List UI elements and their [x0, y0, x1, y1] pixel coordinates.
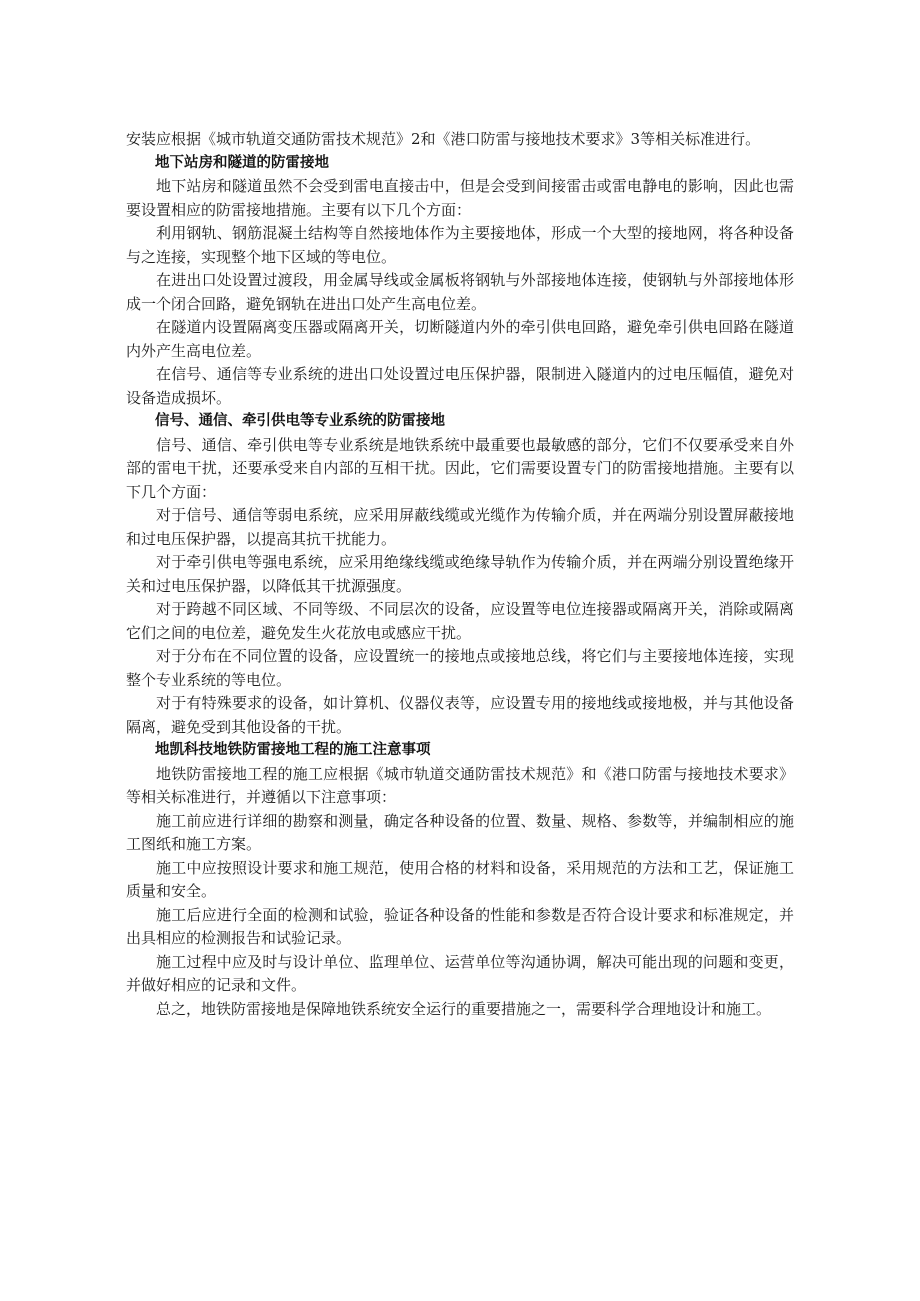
- paragraph: 在信号、通信等专业系统的进出口处设置过电压保护器，限制进入隧道内的过电压幅值，避免对设备造成损坏。: [126, 365, 794, 407]
- paragraph: 施工过程中应及时与设计单位、监理单位、运营单位等沟通协调，解决可能出现的问题和变更，并做好相应的记录和文件。: [126, 952, 794, 994]
- document-body: [126, 128, 794, 1021]
- paragraph: 对于信号、通信等弱电系统，应采用屏蔽线缆或光缆作为传输介质，并在两端分别设置屏蔽接地和过电压保护器，以提高其抗干扰能力。: [126, 506, 794, 548]
- paragraph: 对于牵引供电等强电系统，应采用绝缘线缆或绝缘导轨作为传输介质，并在两端分别设置绝缘开关和过电压保护器，以降低其干扰源强度。: [126, 553, 794, 595]
- paragraph: 在隧道内设置隔离变压器或隔离开关，切断隧道内外的牵引供电回路，避免牵引供电回路在隧道内外产生高电位差。: [126, 318, 794, 360]
- paragraph: 对于分布在不同位置的设备，应设置统一的接地点或接地总线，将它们与主要接地体连接，实现整个专业系统的等电位。: [126, 647, 794, 689]
- intro-paragraph: 安装应根据《城市轨道交通防雷技术规范》2和《港口防雷与接地技术要求》3等相关标准进行。: [126, 130, 761, 148]
- paragraph: 地铁防雷接地工程的施工应根据《城市轨道交通防雷技术规范》和《港口防雷与接地技术要求》等相关标准进行，并遵循以下注意事项：: [126, 764, 794, 806]
- paragraph: 对于跨越不同区域、不同等级、不同层次的设备，应设置等电位连接器或隔离开关，消除或隔离它们之间的电位差，避免发生火花放电或感应干扰。: [126, 600, 794, 642]
- paragraph: 信号、通信、牵引供电等专业系统是地铁系统中最重要也最敏感的部分，它们不仅要承受来自外部的雷电干扰，还要承受来自内部的互相干扰。因此，它们需要设置专门的防雷接地措施。主要有以下几个方面：: [126, 435, 794, 501]
- paragraph: 利用钢轨、钢筋混凝土结构等自然接地体作为主要接地体，形成一个大型的接地网，将各种设备与之连接，实现整个地下区域的等电位。: [126, 224, 794, 266]
- paragraph: 施工中应按照设计要求和施工规范，使用合格的材料和设备，采用规范的方法和工艺，保证施工质量和安全。: [126, 858, 794, 900]
- conclusion-paragraph: 总之，地铁防雷接地是保障地铁系统安全运行的重要措施之一，需要科学合理地设计和施工。: [156, 999, 772, 1018]
- section-heading-underground: 地下站房和隧道的防雷接地: [155, 154, 329, 171]
- paragraph: 施工前应进行详细的勘察和测量，确定各种设备的位置、数量、规格、参数等，并编制相应的施工图纸和施工方案。: [126, 811, 794, 853]
- paragraph: 施工后应进行全面的检测和试验，验证各种设备的性能和参数是否符合设计要求和标准规定，并出具相应的检测报告和试验记录。: [126, 905, 794, 947]
- section-heading-construction: 地凯科技地铁防雷接地工程的施工注意事项: [155, 742, 431, 758]
- paragraph: 在进出口处设置过渡段，用金属导线或金属板将钢轨与外部接地体连接，使钢轨与外部接地体形成一个闭合回路，避免钢轨在进出口处产生高电位差。: [126, 271, 794, 313]
- paragraph: 地下站房和隧道虽然不会受到雷电直接击中，但是会受到间接雷击或雷电静电的影响，因此也需要设置相应的防雷接地措施。主要有以下几个方面：: [126, 177, 794, 219]
- section-heading-systems: 信号、通信、牵引供电等专业系统的防雷接地: [155, 413, 445, 429]
- paragraph: 对于有特殊要求的设备，如计算机、仪器仪表等，应设置专用的接地线或接地极，并与其他设备隔离，避免受到其他设备的干扰。: [126, 694, 794, 736]
